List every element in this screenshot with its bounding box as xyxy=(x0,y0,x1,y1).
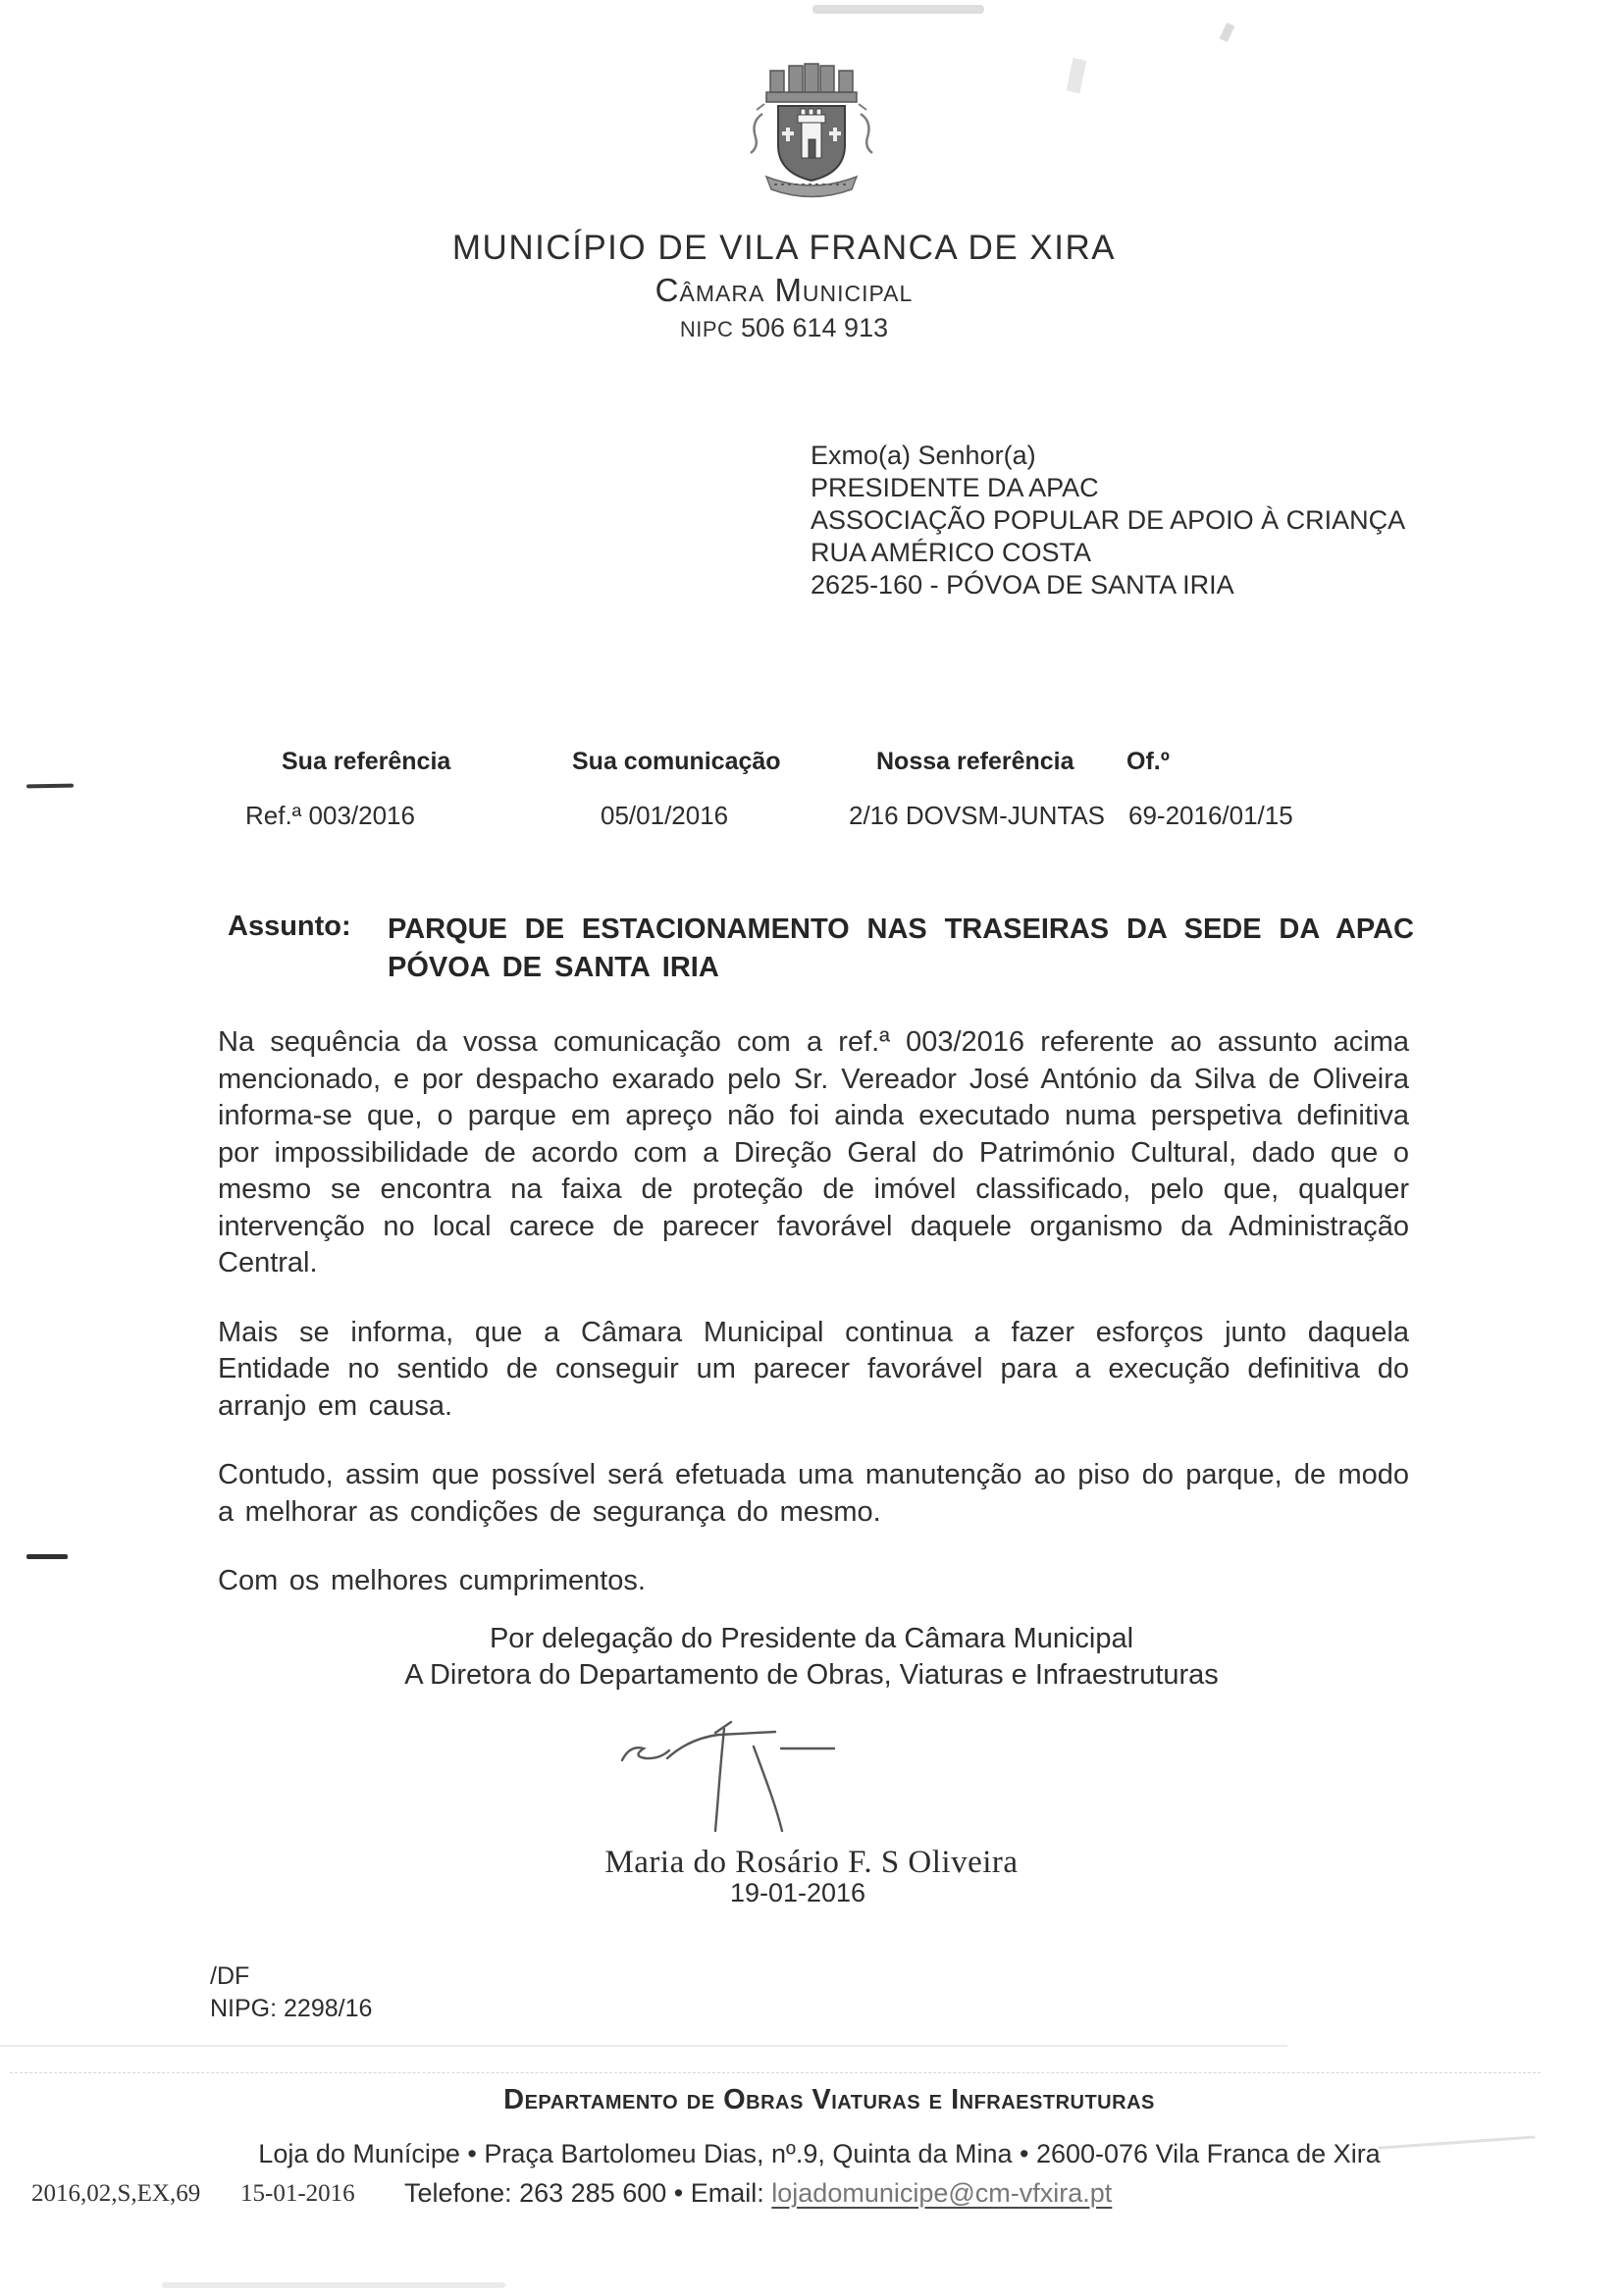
nipc-value: 506 614 913 xyxy=(740,313,889,342)
document-date: 15-01-2016 xyxy=(240,2180,355,2207)
nipc-label: NIPC xyxy=(679,317,734,341)
ref-value-sua-referencia: Ref.ª 003/2016 xyxy=(245,801,415,830)
ref-label-sua-comunicacao: Sua comunicação xyxy=(572,748,781,775)
nipc-line xyxy=(0,313,1596,343)
municipal-coat-of-arms-icon xyxy=(733,61,890,210)
signature-date-stamp: 19-01-2016 xyxy=(729,1878,866,1907)
footer-divider xyxy=(0,2045,1287,2047)
ref-value-sua-comunicacao: 05/01/2016 xyxy=(601,801,729,830)
recipient-title: PRESIDENTE DA APAC xyxy=(811,473,1099,502)
clerk-annotations xyxy=(210,1960,372,2025)
scan-artifact xyxy=(162,2282,505,2288)
phone-label: Telefone: xyxy=(404,2178,512,2208)
bullet-separator: • xyxy=(673,2178,684,2208)
footer-address-line: Loja do Munícipe • Praça Bartolomeu Dias, nº.9, Quinta da Mina • 2600-076 Vila Franca de Xira xyxy=(258,2139,1381,2168)
scan-artifact xyxy=(812,5,984,14)
ref-label-oficio: Of.º xyxy=(1126,748,1170,775)
delegation-block xyxy=(0,1621,1623,1694)
subject-label: Assunto: xyxy=(228,911,351,942)
handwritten-signature-icon xyxy=(606,1719,862,1840)
delegation-line-2: A Diretora do Departamento de Obras, Viaturas e Infraestruturas xyxy=(404,1659,1219,1691)
footer-department-name: Departamento de Obras Viaturas e Infraestruturas xyxy=(503,2084,1155,2115)
letterhead xyxy=(0,61,1623,343)
chamber-subtitle: Câmara Municipal xyxy=(654,272,914,308)
ref-value-oficio: 69-2016/01/15 xyxy=(1128,801,1293,830)
ref-label-nossa-referencia: Nossa referência xyxy=(876,748,1074,775)
document-code: 2016,02,S,EX,69 xyxy=(31,2180,201,2207)
body-paragraph: Mais se informa, que a Câmara Municipal continua a fazer esforços junto daquela Entidade no sentido de conseguir um parecer favorável para a execução definitiva do arranjo em causa. xyxy=(218,1316,1409,1422)
footer-contact-line xyxy=(404,2178,1112,2209)
municipality-title: MUNICÍPIO DE VILA FRANCA DE XIRA xyxy=(451,229,1117,267)
recipient-address-block xyxy=(811,440,1405,601)
email-label: Email: xyxy=(690,2178,764,2208)
recipient-salutation: Exmo(a) Senhor(a) xyxy=(811,441,1036,470)
nipg-number: NIPG: 2298/16 xyxy=(210,1995,373,2022)
subject-text: PARQUE DE ESTACIONAMENTO NAS TRASEIRAS DA SEDE DA APAC PÓVOA DE SANTA IRIA xyxy=(388,913,1414,983)
body-paragraph: Contudo, assim que possível será efetuada uma manutenção ao piso do parque, de modo a melhorar as condições de segurança do mesmo. xyxy=(218,1459,1409,1528)
recipient-postal-city: 2625-160 - PÓVOA DE SANTA IRIA xyxy=(811,570,1234,600)
delegation-line-1: Por delegação do Presidente da Câmara Municipal xyxy=(489,1623,1134,1654)
phone-number: 263 285 600 xyxy=(519,2178,667,2208)
scan-artifact xyxy=(1220,23,1235,42)
body-paragraph: Na sequência da vossa comunicação com a ref.ª 003/2016 referente ao assunto acima mencionado, e por despacho exarado pelo Sr. Vereador José António da Silva de Oliveira informa-se que, o parque em apreço não foi ainda executado numa perspetiva definitiva por impossibilidade de acordo com a Direção Geral do Património Cultural, dado que o mesmo se encontra na faixa de proteção de imóvel classificado, pelo que, qualquer intervenção no local carece de parecer favorável daquele organismo da Administração Central. xyxy=(218,1026,1409,1278)
fold-mark xyxy=(26,1554,68,1559)
signer-name-stamp: Maria do Rosário F. S Oliveira xyxy=(604,1845,1019,1880)
ref-label-sua-referencia: Sua referência xyxy=(282,748,451,775)
letter-body xyxy=(218,1024,1409,1633)
scan-artifact xyxy=(10,2072,1541,2073)
fold-mark xyxy=(26,784,74,789)
email-address: lojadomunicipe@cm-vfxira.pt xyxy=(771,2178,1113,2208)
closing-salutation: Com os melhores cumprimentos. xyxy=(218,1565,646,1596)
clerk-initials: /DF xyxy=(210,1962,250,1990)
recipient-organization: ASSOCIAÇÃO POPULAR DE APOIO À CRIANÇA xyxy=(811,505,1406,535)
recipient-street: RUA AMÉRICO COSTA xyxy=(811,538,1092,567)
ref-value-nossa-referencia: 2/16 DOVSM-JUNTAS xyxy=(849,801,1106,830)
